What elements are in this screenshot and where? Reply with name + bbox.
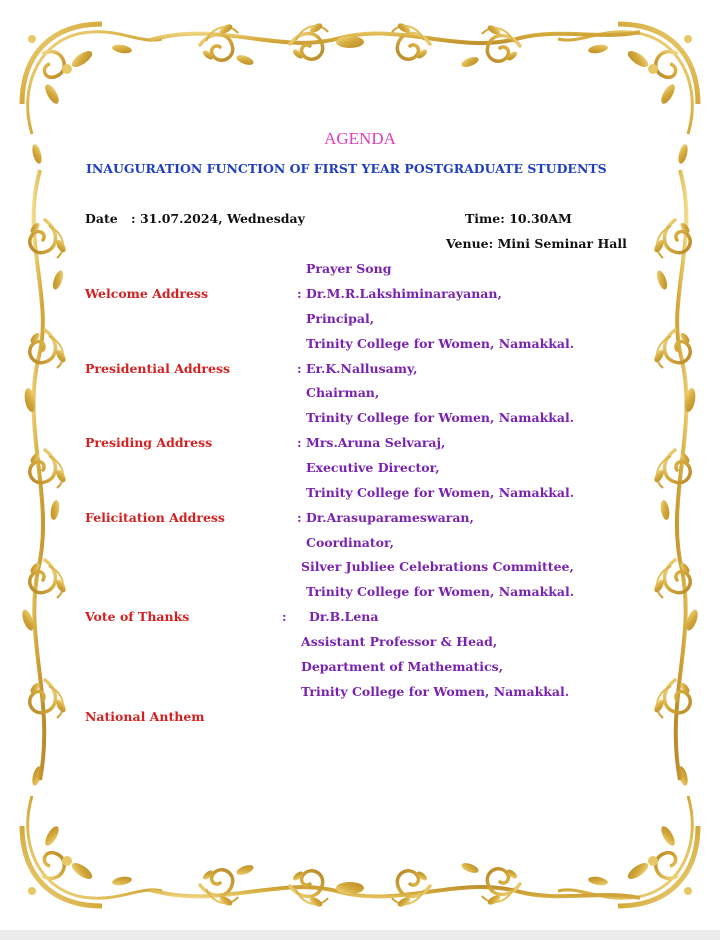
item-line: Trinity College for Women, Namakkal. (306, 485, 575, 500)
national-anthem: National Anthem (85, 709, 205, 724)
item-label-vote-of-thanks: Vote of Thanks (85, 609, 190, 624)
item-line: Dr.M.R.Lakshiminarayanan, (306, 286, 502, 301)
item-line: Trinity College for Women, Namakkal. (301, 684, 570, 699)
item-label-welcome: Welcome Address (85, 286, 208, 301)
item-line: Trinity College for Women, Namakkal. (306, 410, 575, 425)
item-line: Chairman, (306, 385, 380, 400)
agenda-title: AGENDA (324, 129, 396, 148)
item-line: Department of Mathematics, (301, 659, 504, 674)
item-line: Mrs.Aruna Selvaraj, (306, 435, 446, 450)
item-line: Trinity College for Women, Namakkal. (306, 584, 575, 599)
item-colon: : (297, 435, 302, 450)
item-line: Trinity College for Women, Namakkal. (306, 336, 575, 351)
event-subtitle: INAUGURATION FUNCTION OF FIRST YEAR POSTGRADUATE STUDENTS (86, 161, 607, 176)
item-line: Er.K.Nallusamy, (306, 361, 418, 376)
item-label-felicitation: Felicitation Address (85, 510, 225, 525)
item-label-presiding: Presiding Address (85, 435, 213, 450)
item-label-presidential: Presidential Address (85, 361, 231, 376)
item-line: Principal, (306, 311, 375, 326)
item-colon: : (297, 361, 302, 376)
item-colon: : (297, 286, 302, 301)
item-line: Assistant Professor & Head, (301, 634, 498, 649)
date-value: : 31.07.2024, Wednesday (131, 211, 305, 226)
item-colon: : (282, 609, 287, 624)
item-line: Executive Director, (306, 460, 440, 475)
date-label: Date (85, 211, 118, 226)
venue-text: Venue: Mini Seminar Hall (446, 236, 627, 251)
item-line: Coordinator, (306, 535, 395, 550)
item-line: Silver Jubliee Celebrations Committee, (301, 559, 574, 574)
item-line: Dr.Arasuparameswaran, (306, 510, 474, 525)
time-text: Time: 10.30AM (465, 211, 572, 226)
prayer-song: Prayer Song (306, 261, 392, 276)
item-colon: : (297, 510, 302, 525)
item-line: Dr.B.Lena (309, 609, 379, 624)
